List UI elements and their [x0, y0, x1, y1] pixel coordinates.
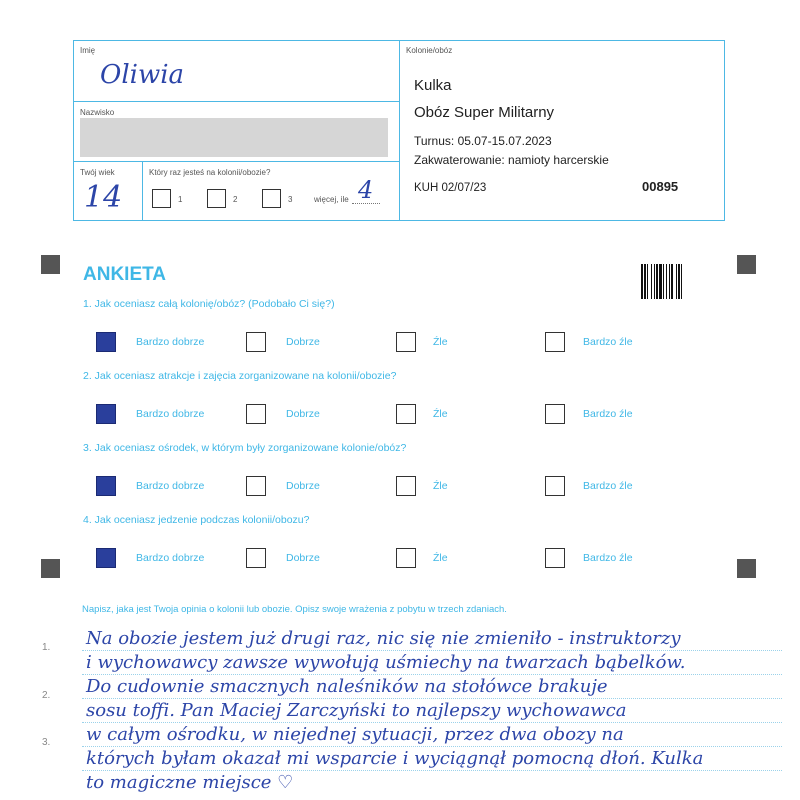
header-row-line	[73, 101, 400, 102]
question-4: 4. Jak oceniasz jedzenie podczas kolonii/obozu?	[83, 514, 310, 526]
writing-line	[82, 746, 782, 747]
camp-label: Kolonie/obóz	[406, 46, 453, 55]
camp-title: Obóz Super Militarny	[414, 104, 555, 121]
opinion-prompt: Napisz, jaka jest Twoja opinia o kolonii lub obozie. Opisz swoje wrażenia z pobytu w trzech zdaniach.	[82, 604, 507, 615]
q1-option-label-2: Dobrze	[286, 336, 320, 348]
opinion-text-line-4[interactable]: sosu toffi. Pan Maciej Zarczyński to najlepszy wychowawca	[86, 700, 627, 721]
q2-option-label-4: Bardzo źle	[583, 408, 633, 420]
header-row-line	[73, 161, 400, 162]
opinion-text-line-7[interactable]: to magiczne miejsce ♡	[86, 772, 294, 793]
barcode-bar	[651, 264, 652, 299]
barcode-bar	[676, 264, 677, 299]
q2-checkbox-1[interactable]	[96, 404, 116, 424]
times-more-label: więcej, ile	[314, 195, 349, 204]
q1-option-label-1: Bardzo dobrze	[136, 336, 205, 348]
camp-code: KUH 02/07/23	[414, 182, 487, 194]
q3-checkbox-1[interactable]	[96, 476, 116, 496]
turnus-text: Turnus: 05.07-15.07.2023	[414, 134, 552, 148]
q1-checkbox-1[interactable]	[96, 332, 116, 352]
q4-option-label-2: Dobrze	[286, 552, 320, 564]
writing-line	[82, 650, 782, 651]
q2-option-label-3: Źle	[433, 408, 448, 420]
registration-mark	[41, 559, 60, 578]
barcode-bar	[656, 264, 658, 299]
q3-option-label-2: Dobrze	[286, 480, 320, 492]
opinion-text-line-5[interactable]: w całym ośrodku, w niejednej sytuacji, przez dwa obozy na	[86, 724, 624, 745]
opinion-text-line-1[interactable]: Na obozie jestem już drugi raz, nic się nie zmieniło - instruktorzy	[86, 628, 681, 649]
barcode-bar	[659, 264, 662, 299]
barcode-bar	[647, 264, 648, 299]
q4-checkbox-4[interactable]	[545, 548, 565, 568]
times-more-value[interactable]: 4	[358, 176, 374, 204]
times-option-3: 3	[288, 195, 293, 204]
q3-option-label-1: Bardzo dobrze	[136, 480, 205, 492]
last-name-redacted	[80, 118, 388, 157]
q3-option-label-3: Źle	[433, 480, 448, 492]
q1-option-label-4: Bardzo źle	[583, 336, 633, 348]
line-number-3: 3.	[42, 737, 51, 748]
opinion-text-line-6[interactable]: których byłam okazał mi wsparcie i wyciągnął pomocną dłoń. Kulka	[86, 748, 704, 769]
q2-checkbox-3[interactable]	[396, 404, 416, 424]
barcode-bar	[654, 264, 655, 299]
question-2: 2. Jak oceniasz atrakcje i zajęcia zorganizowane na kolonii/obozie?	[83, 370, 397, 382]
q1-checkbox-4[interactable]	[545, 332, 565, 352]
barcode-bar	[641, 264, 643, 299]
barcode-bar	[644, 264, 646, 299]
q2-checkbox-4[interactable]	[545, 404, 565, 424]
q4-option-label-1: Bardzo dobrze	[136, 552, 205, 564]
question-1: 1. Jak oceniasz całą kolonię/obóz? (Podobało Ci się?)	[83, 298, 335, 310]
q2-option-label-1: Bardzo dobrze	[136, 408, 205, 420]
q3-checkbox-2[interactable]	[246, 476, 266, 496]
registration-mark	[737, 559, 756, 578]
barcode-bar	[678, 264, 680, 299]
q1-checkbox-3[interactable]	[396, 332, 416, 352]
q4-option-label-4: Bardzo źle	[583, 552, 633, 564]
opinion-text-line-3[interactable]: Do cudownie smacznych naleśników na stołówce brakuje	[86, 676, 608, 697]
first-name-value[interactable]: Oliwia	[100, 60, 185, 90]
registration-mark	[737, 255, 756, 274]
barcode-bar	[669, 264, 670, 299]
q3-checkbox-4[interactable]	[545, 476, 565, 496]
barcode-bar	[681, 264, 682, 299]
times-option-1: 1	[178, 195, 183, 204]
survey-title: ANKIETA	[83, 264, 167, 285]
header-divider	[399, 40, 400, 221]
writing-line	[82, 698, 782, 699]
accommodation-text: Zakwaterowanie: namioty harcerskie	[414, 153, 609, 167]
q3-checkbox-3[interactable]	[396, 476, 416, 496]
q2-option-label-2: Dobrze	[286, 408, 320, 420]
q4-checkbox-1[interactable]	[96, 548, 116, 568]
camp-name: Kulka	[414, 77, 452, 94]
age-value[interactable]: 14	[84, 180, 123, 215]
barcode-bar	[671, 264, 673, 299]
form-number: 00895	[642, 179, 679, 194]
times-checkbox-1[interactable]	[152, 189, 171, 208]
barcode-bar	[666, 264, 667, 299]
writing-line	[82, 674, 782, 675]
times-option-2: 2	[233, 195, 238, 204]
times-label: Który raz jesteś na kolonii/obozie?	[149, 168, 271, 177]
q4-checkbox-2[interactable]	[246, 548, 266, 568]
first-name-label: Imię	[80, 46, 96, 55]
writing-line	[82, 770, 782, 771]
opinion-text-line-2[interactable]: i wychowawcy zawsze wywołują uśmiechy na twarzach bąbelków.	[86, 652, 686, 673]
q2-checkbox-2[interactable]	[246, 404, 266, 424]
age-label: Twój wiek	[80, 168, 115, 177]
barcode	[641, 264, 697, 299]
barcode-bar	[663, 264, 664, 299]
registration-mark	[41, 255, 60, 274]
last-name-label: Nazwisko	[80, 108, 115, 117]
q1-option-label-3: Źle	[433, 336, 448, 348]
writing-line	[82, 722, 782, 723]
q1-checkbox-2[interactable]	[246, 332, 266, 352]
times-checkbox-2[interactable]	[207, 189, 226, 208]
question-3: 3. Jak oceniasz ośrodek, w którym były zorganizowane kolonie/obóz?	[83, 442, 407, 454]
q4-option-label-3: Źle	[433, 552, 448, 564]
q3-option-label-4: Bardzo źle	[583, 480, 633, 492]
line-number-2: 2.	[42, 690, 51, 701]
header-age-divider	[142, 161, 143, 221]
q4-checkbox-3[interactable]	[396, 548, 416, 568]
times-checkbox-3[interactable]	[262, 189, 281, 208]
line-number-1: 1.	[42, 642, 51, 653]
